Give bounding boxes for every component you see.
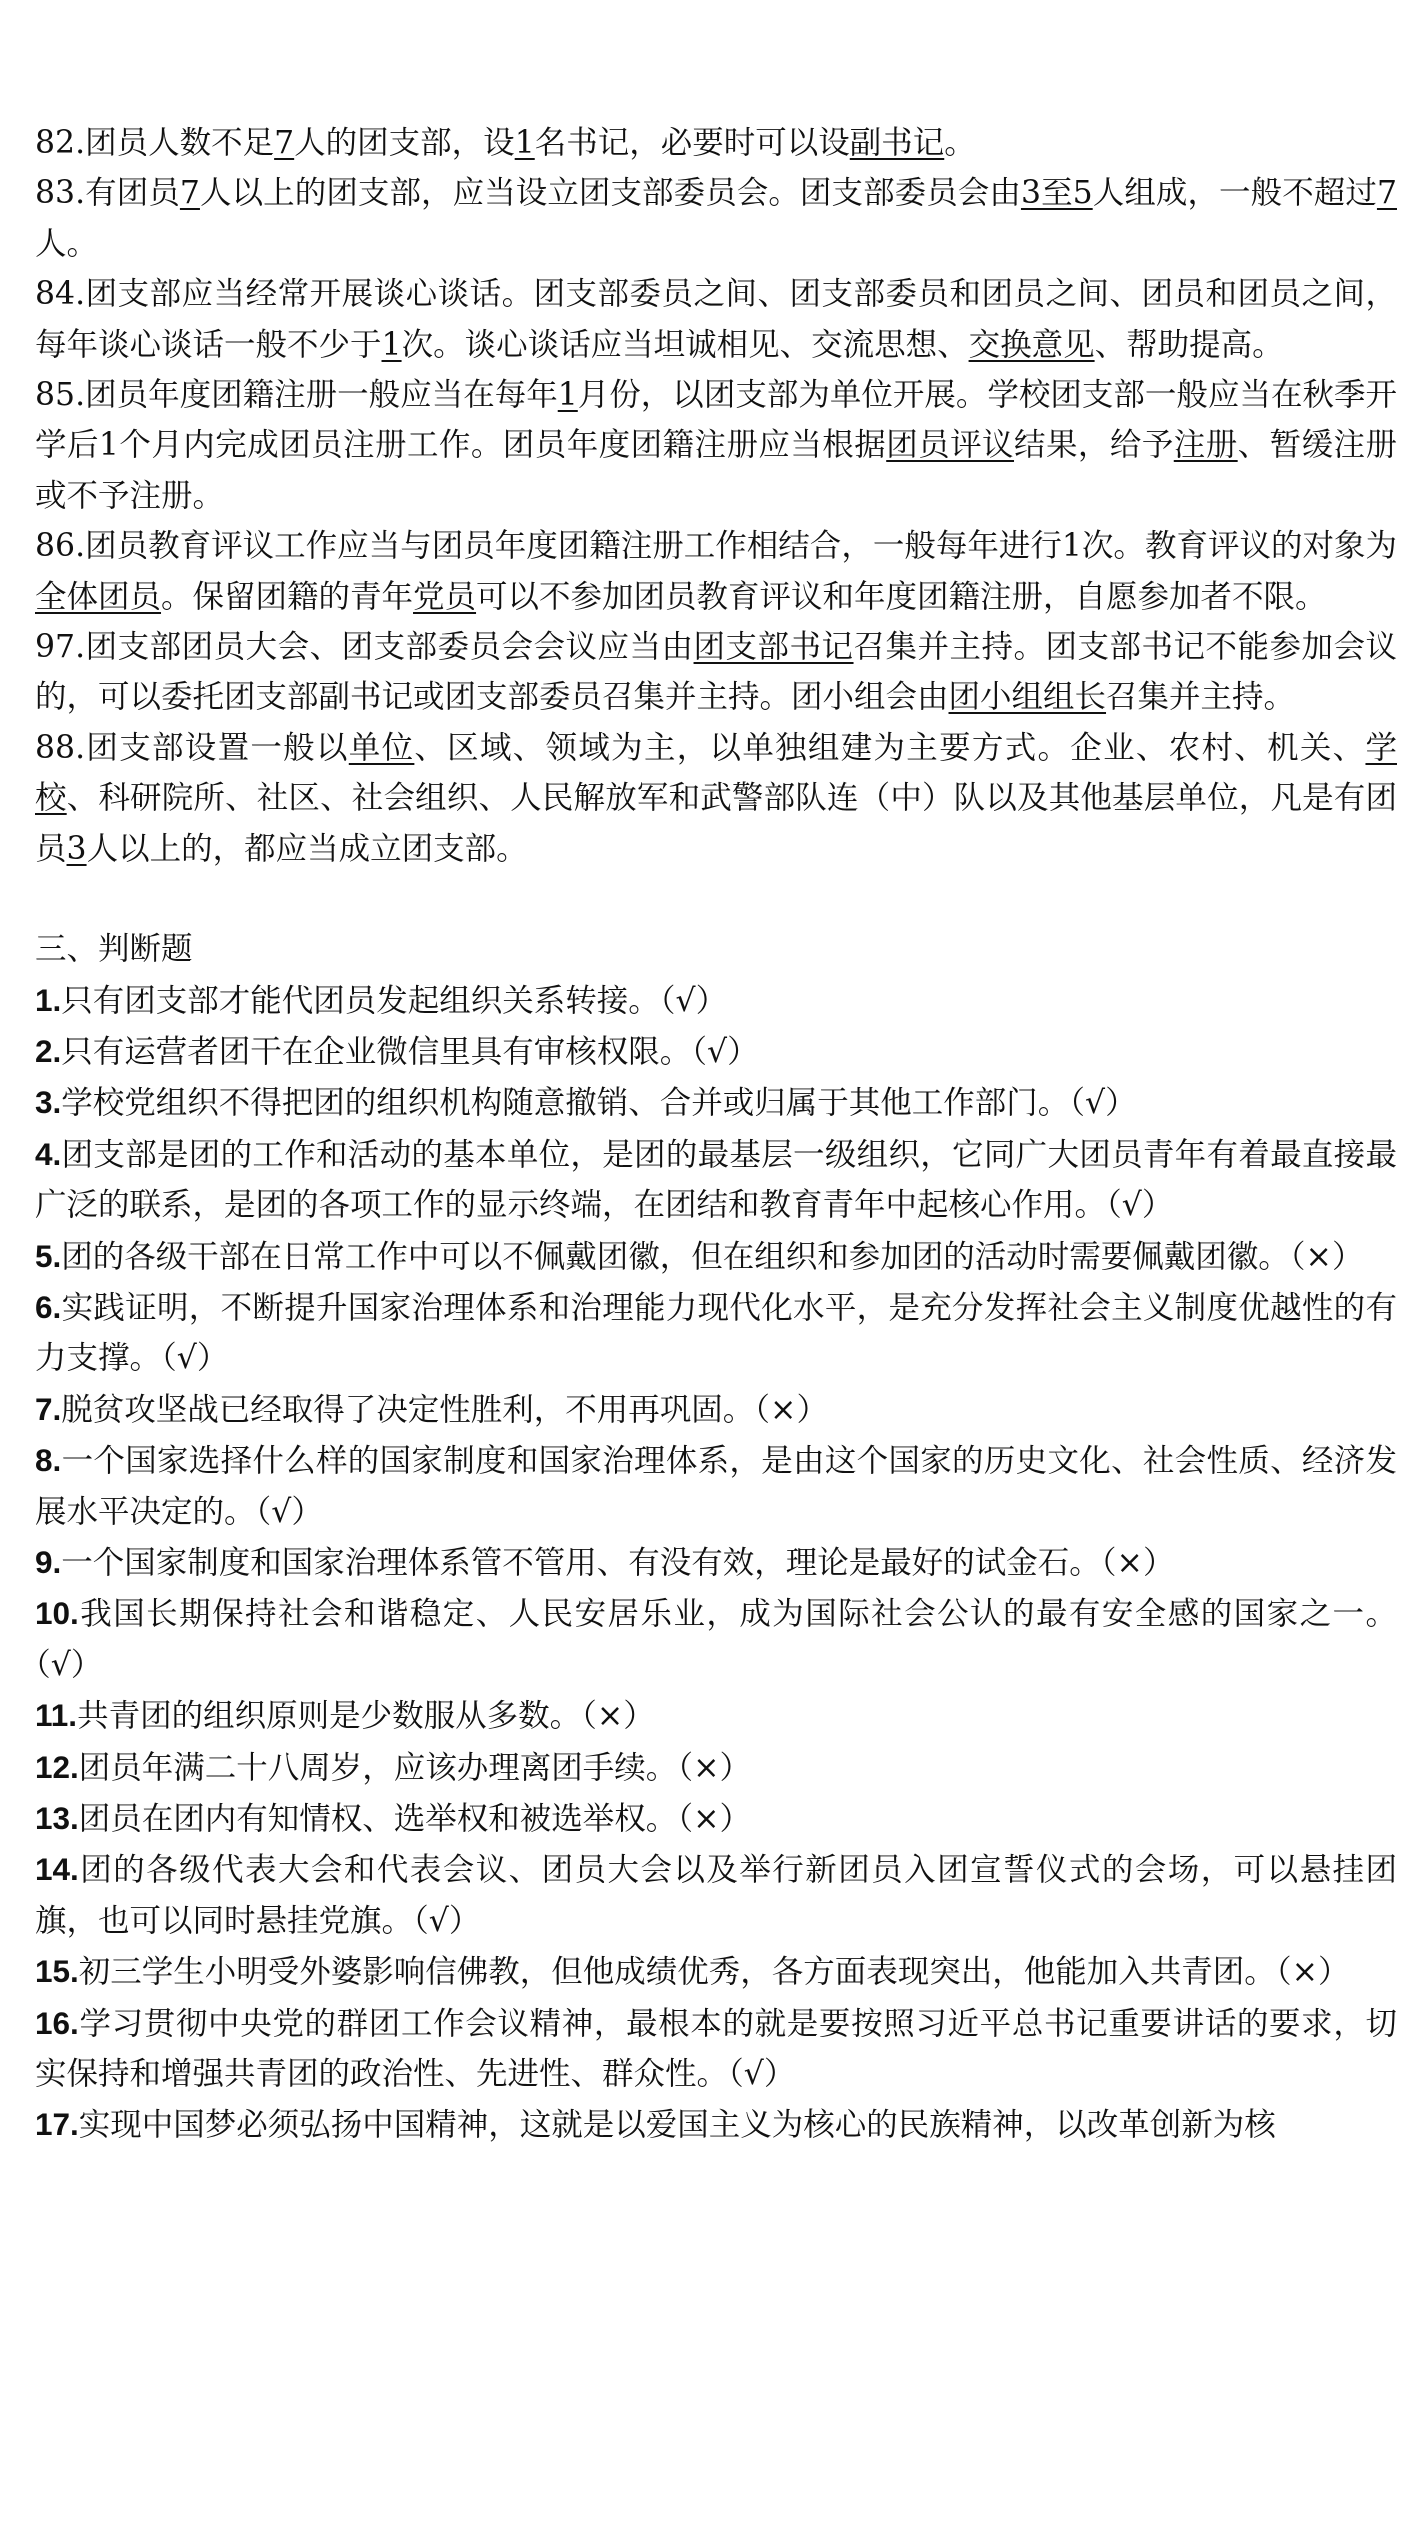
question-number: 86. <box>35 528 86 565</box>
question-text: 、帮助提高。 <box>1094 326 1284 363</box>
question-text: 、暂缓注册或不予注册。 <box>35 427 1397 514</box>
statement-text: 我国长期保持社会和谐稳定、人民安居乐业，成为国际社会公认的最有安全感的国家之一。 <box>78 1596 1397 1633</box>
question-number: 84. <box>35 276 86 313</box>
question-text: 团员人数不足 <box>85 125 275 161</box>
judgement-item-3 <box>35 1077 1397 1128</box>
question-number: 12. <box>35 1748 79 1785</box>
judgement-item-6 <box>35 1282 1397 1384</box>
question-number: 82. <box>35 125 86 161</box>
judgement-item-12 <box>35 1742 1397 1793</box>
question-text: 、科研院所、社区、社会组织、人民解放军和武警部队连（中）队以及其他基层单位，凡是有团员 <box>35 780 1397 867</box>
fill-question-85 <box>35 370 1397 521</box>
answer-blank: 学校 <box>35 729 1397 817</box>
statement-text: 初三学生小明受外婆影响信佛教，但他成绩优秀，各方面表现突出，他能加入共青团。 <box>78 1954 1276 1991</box>
question-number: 16. <box>35 2004 79 2041</box>
judgement-item-14 <box>35 1844 1397 1946</box>
fill-question-83 <box>35 168 1397 269</box>
statement-text: 实践证明，不断提升国家治理体系和治理能力现代化水平，是充分发挥社会主义制度优越性的有力支撑。 <box>35 1289 1397 1377</box>
question-number: 1. <box>35 981 62 1018</box>
question-number: 11. <box>35 1697 78 1734</box>
answer-blank: 交换意见 <box>968 326 1095 363</box>
question-number: 6. <box>35 1288 62 1325</box>
question-number: 10. <box>35 1595 79 1632</box>
question-text: 团支部团员大会、团支部委员会会议应当由 <box>85 629 694 666</box>
judgement-item-1 <box>35 975 1397 1026</box>
judgement-answer: （√） <box>413 1902 481 1939</box>
answer-blank: 1 <box>514 125 535 161</box>
statement-text: 学习贯彻中央党的群团工作会议精神，最根本的就是要按照习近平总书记重要讲话的要求，切实保持和增强共青团的政治性、先进性、群众性。 <box>35 2005 1397 2093</box>
question-number: 2. <box>35 1032 62 1069</box>
judgement-item-15 <box>35 1946 1397 1997</box>
judgement-item-2 <box>35 1026 1397 1077</box>
question-text: 人以上的团支部，应当设立团支部委员会。团支部委员会由 <box>199 175 1021 212</box>
judgement-answer: （×） <box>754 1391 828 1428</box>
answer-blank: 单位 <box>348 729 415 766</box>
question-number: 9. <box>35 1543 62 1580</box>
question-text: 、区域、领域为主，以单独组建为主要方式。企业、农村、机关、 <box>414 729 1366 766</box>
statement-text: 只有团支部才能代团员发起组织关系转接。 <box>61 982 660 1019</box>
judgement-answer: （√） <box>35 1646 103 1683</box>
question-number: 8. <box>35 1442 62 1479</box>
question-text: 名书记，必要时可以设 <box>534 125 850 161</box>
question-text: 团员教育评议工作应当与团员年度团籍注册工作相结合，一般每年进行1次。教育评议的对象为 <box>85 528 1397 565</box>
fill-question-86 <box>35 521 1397 622</box>
question-text: 结果，给予 <box>1014 427 1174 464</box>
statement-text: 实现中国梦必须弘扬中国精神，这就是以爱国主义为核心的民族精神，以改革创新为核 <box>78 2107 1276 2144</box>
question-text: 有团员 <box>85 175 180 212</box>
judgement-item-4 <box>35 1129 1397 1231</box>
question-text: 次。谈心谈话应当坦诚相见、交流思想、 <box>401 326 969 363</box>
judgement-item-11 <box>35 1690 1397 1741</box>
question-number: 5. <box>35 1237 62 1274</box>
fill-question-84 <box>35 269 1397 370</box>
statement-text: 团的各级代表大会和代表会议、团员大会以及举行新团员入团宣誓仪式的会场，可以悬挂团旗，也可以同时悬挂党旗。 <box>35 1852 1397 1939</box>
answer-blank: 7 <box>274 125 295 161</box>
judgement-answer: （√） <box>161 1340 229 1377</box>
answer-blank: 团员评议 <box>886 427 1015 464</box>
judgement-answer: （×） <box>1289 1238 1364 1275</box>
question-text: 团员年度团籍注册一般应当在每年 <box>85 377 558 414</box>
section-title: 三、判断题 <box>35 931 193 968</box>
statement-text: 共青团的组织原则是少数服从多数。 <box>77 1698 582 1735</box>
fill-question-88 <box>35 723 1397 874</box>
fill-question-97 <box>35 622 1397 723</box>
judgement-answer: （×） <box>677 1801 751 1837</box>
question-number: 83. <box>35 175 86 212</box>
statement-text: 一个国家选择什么样的国家制度和国家治理体系，是由这个国家的历史文化、社会性质、经济发展水平决定的。 <box>35 1443 1397 1530</box>
question-text: 月份，以团支部为单位开展。学校团支部一般应当在秋季开学后1个月内完成团员注册工作。团员年度团籍注册应当根据 <box>35 377 1397 464</box>
statement-text: 团员年满二十八周岁，应该办理离团手续。 <box>78 1749 678 1786</box>
true-false-section <box>35 975 1397 2151</box>
question-text: 可以不参加团员教育评议和年度团籍注册，自愿参加者不限。 <box>476 578 1327 615</box>
judgement-answer: （√） <box>255 1493 323 1530</box>
answer-blank: 全体团员 <box>35 578 162 615</box>
judgement-item-17 <box>35 2099 1397 2150</box>
judgement-item-13 <box>35 1793 1397 1844</box>
question-number: 7. <box>35 1390 62 1427</box>
answer-blank: 7 <box>179 175 200 212</box>
document-body <box>35 118 1397 2151</box>
judgement-answer: （√） <box>659 982 728 1019</box>
answer-blank: 7 <box>1376 175 1397 212</box>
statement-text: 团的各级干部在日常工作中可以不佩戴团徽，但在组织和参加团的活动时需要佩戴团徽。 <box>61 1238 1290 1275</box>
answer-blank: 1 <box>381 326 402 363</box>
question-number: 15. <box>35 1953 79 1990</box>
question-text: 人。 <box>35 225 99 262</box>
answer-blank: 3 <box>66 830 87 867</box>
answer-blank: 副书记 <box>849 125 945 161</box>
question-number: 14. <box>35 1851 79 1888</box>
fill-question-82 <box>35 118 1397 168</box>
question-text: 人以上的，都应当成立团支部。 <box>86 830 528 867</box>
question-number: 97. <box>35 629 86 666</box>
judgement-item-7 <box>35 1384 1397 1435</box>
question-number: 85. <box>35 377 86 414</box>
answer-blank: 党员 <box>413 578 477 615</box>
statement-text: 只有运营者团干在企业微信里具有审核权限。 <box>61 1033 692 1070</box>
judgement-answer: （×） <box>1100 1544 1175 1581</box>
statement-text: 脱贫攻坚战已经取得了决定性胜利，不用再巩固。 <box>61 1391 755 1428</box>
judgement-item-16 <box>35 1998 1397 2100</box>
answer-blank: 3至5 <box>1020 175 1093 212</box>
question-number: 4. <box>35 1135 62 1172</box>
section-spacer <box>35 874 1397 924</box>
question-number: 17. <box>35 2106 79 2143</box>
judgement-answer: （√） <box>728 2056 796 2093</box>
statement-text: 团支部是团的工作和活动的基本单位，是团的最基层一级组织，它同广大团员青年有着最直接最广泛的联系，是团的各项工作的显示终端，在团结和教育青年中起核心作用。 <box>35 1136 1397 1224</box>
question-text: 团支部应当经常开展谈心谈话。团支部委员之间、团支部委员和团员之间、团员和团员之间，每年谈心谈话一般不少于 <box>35 276 1397 363</box>
judgement-item-5 <box>35 1231 1397 1282</box>
fill-blank-section <box>35 118 1397 874</box>
statement-text: 学校党组织不得把团的组织机构随意撤销、合并或归属于其他工作部门。 <box>61 1085 1070 1122</box>
question-text: 团支部设置一般以 <box>85 729 349 766</box>
answer-blank: 团小组组长 <box>948 679 1107 716</box>
judgement-item-9 <box>35 1537 1397 1588</box>
answer-blank: 1 <box>557 377 578 414</box>
answer-blank: 团支部书记 <box>693 629 854 666</box>
judgement-item-8 <box>35 1435 1397 1537</box>
question-text: 。 <box>944 125 976 161</box>
question-text: 召集并主持。团支部书记不能参加会议的，可以委托团支部副书记或团支部委员召集并主持。团小组会由 <box>35 629 1397 716</box>
question-text: 人的团支部，设 <box>294 125 515 161</box>
judgement-answer: （√） <box>1106 1187 1174 1224</box>
answer-blank: 注册 <box>1173 427 1238 464</box>
statement-text: 一个国家制度和国家治理体系管不管用、有没有效，理论是最好的试金石。 <box>61 1544 1101 1581</box>
judgement-answer: （×） <box>1275 1954 1350 1991</box>
judgement-answer: （×） <box>581 1698 655 1735</box>
question-number: 88. <box>35 729 86 766</box>
question-text: 召集并主持。 <box>1106 679 1296 716</box>
judgement-answer: （√） <box>691 1033 759 1070</box>
statement-text: 团员在团内有知情权、选举权和被选举权。 <box>78 1801 678 1837</box>
judgement-answer: （×） <box>677 1749 751 1786</box>
question-text: 人组成，一般不超过 <box>1092 175 1377 212</box>
question-text: 。保留团籍的青年 <box>161 578 414 615</box>
judgement-answer: （√） <box>1069 1085 1137 1122</box>
judgement-item-10 <box>35 1588 1397 1690</box>
question-number: 3. <box>35 1084 62 1121</box>
question-number: 13. <box>35 1800 79 1836</box>
